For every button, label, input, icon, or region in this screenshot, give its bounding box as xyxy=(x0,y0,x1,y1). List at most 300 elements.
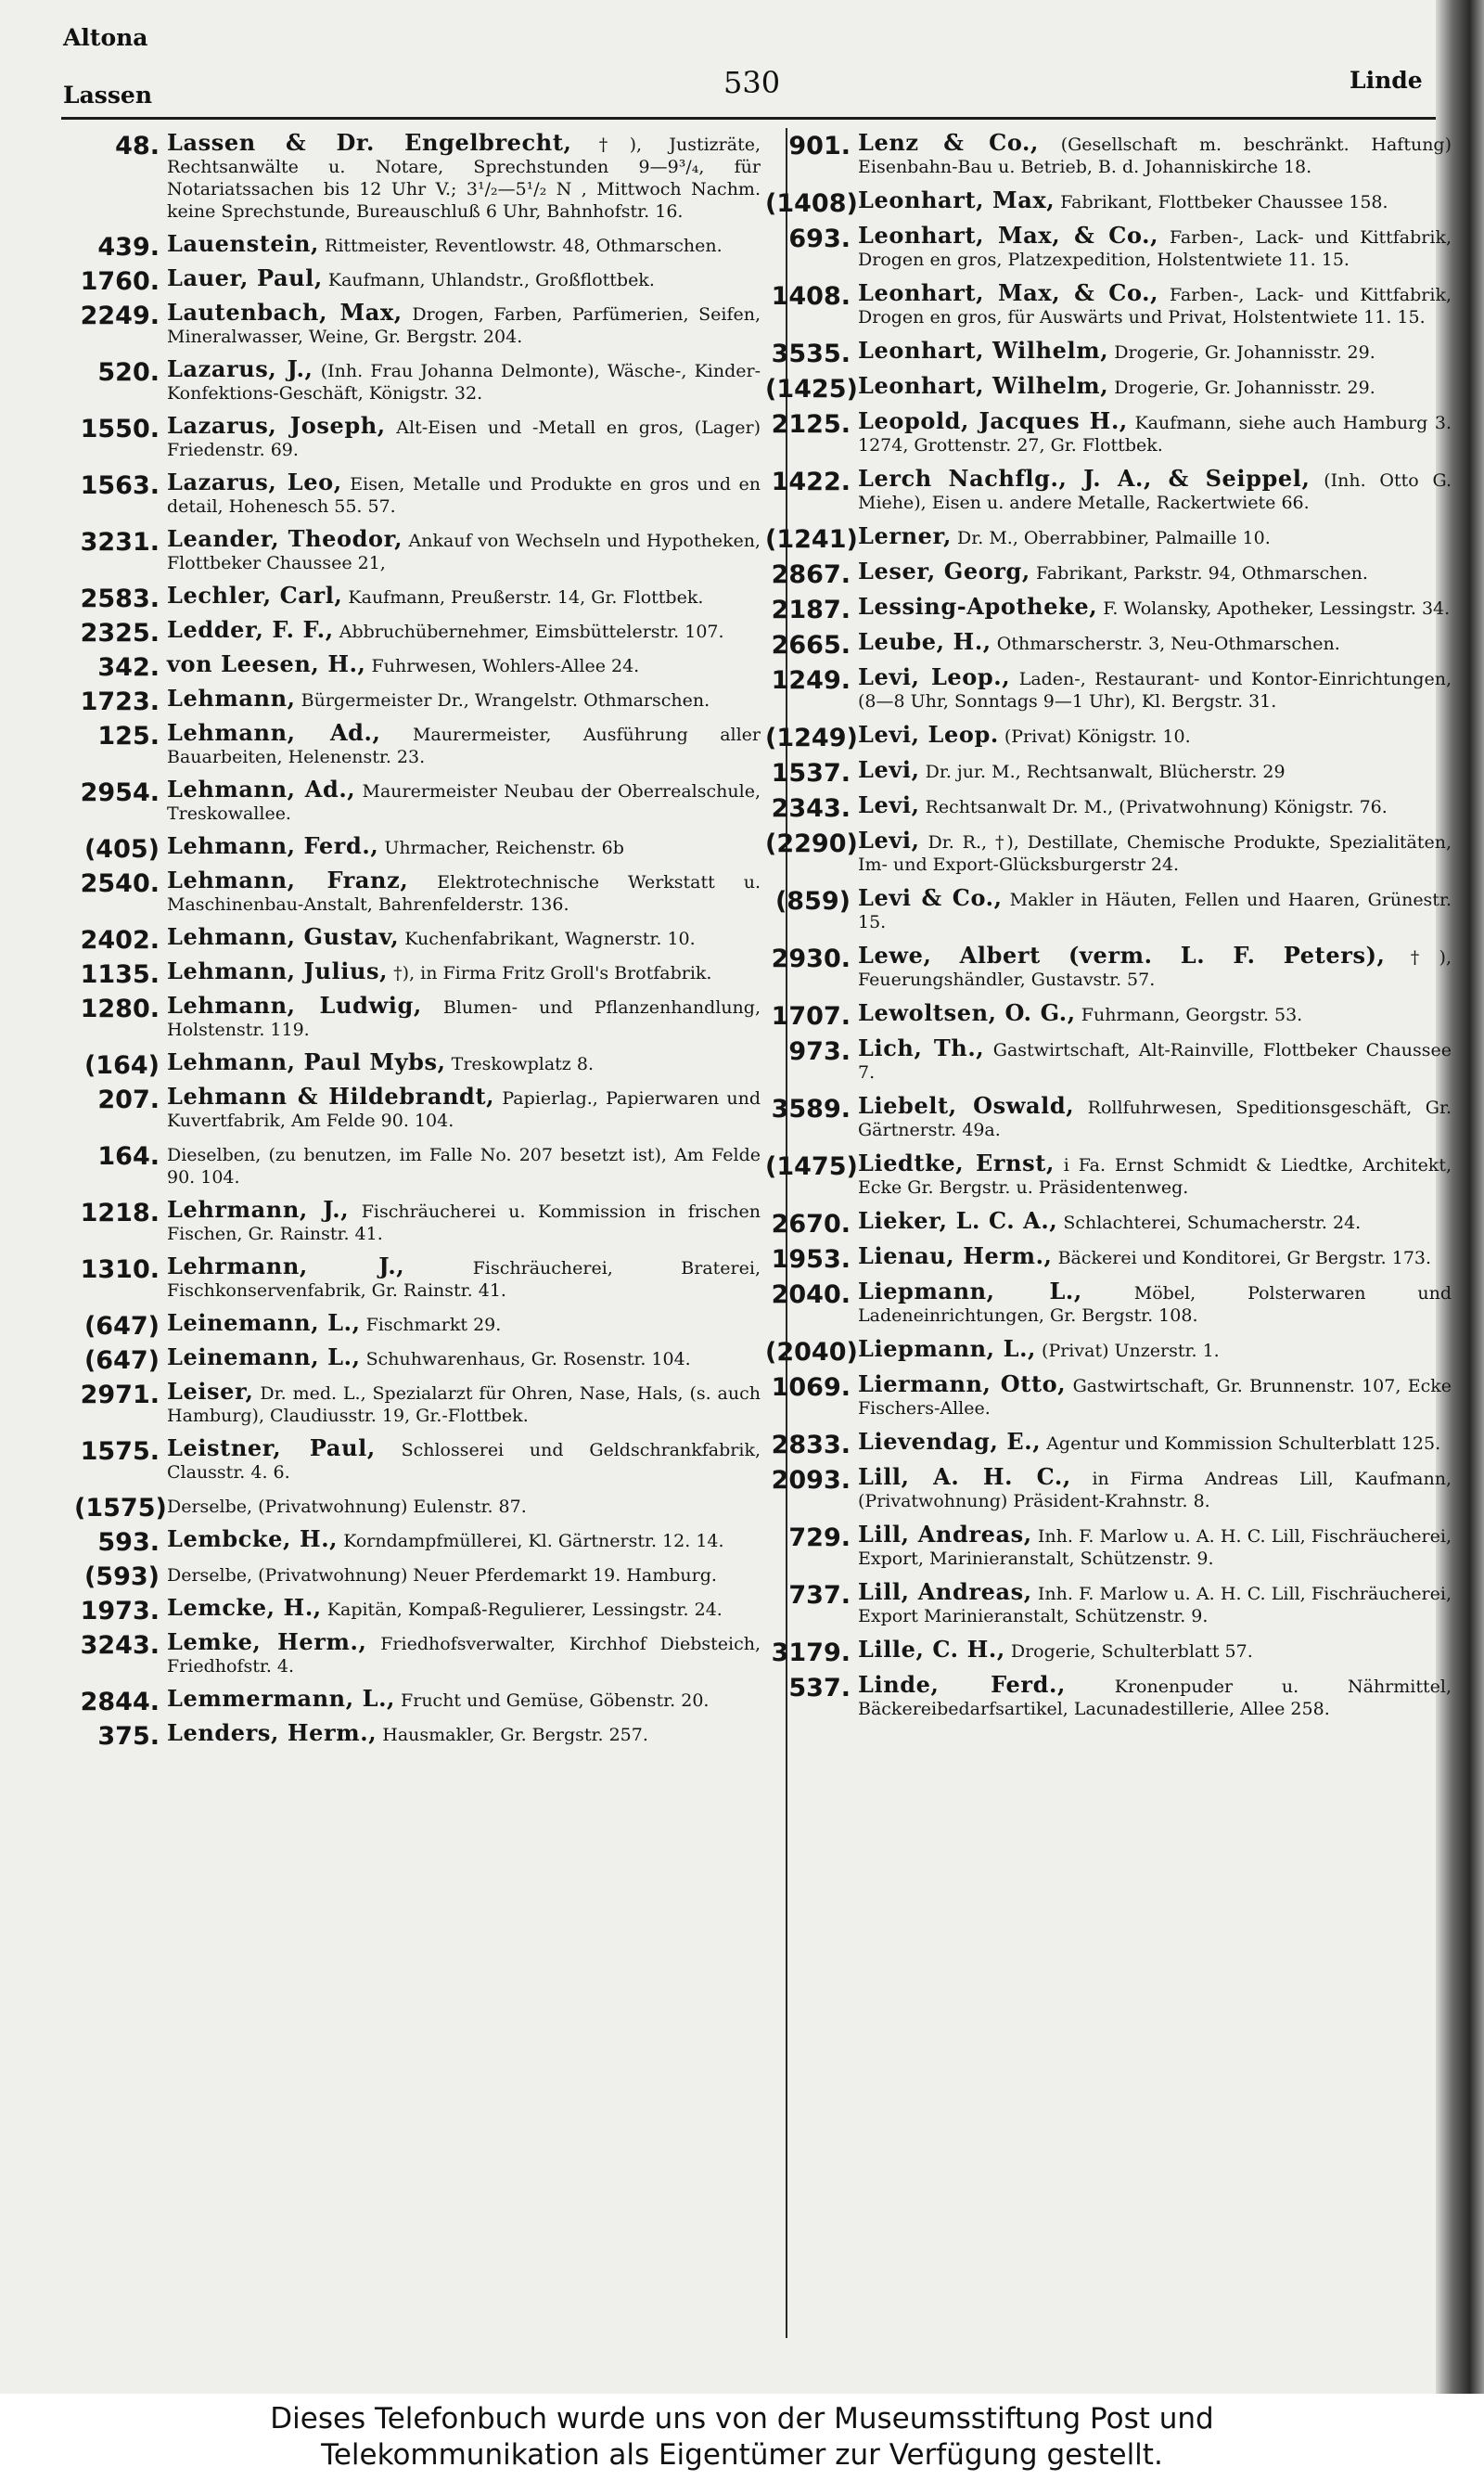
entry-details: Frucht und Gemüse, Göbenstr. 20. xyxy=(401,1690,710,1711)
directory-entry xyxy=(765,1428,1452,1459)
entry-name: Leser, Georg, xyxy=(858,558,1030,585)
entry-details: Kaufmann, Preußerstr. 14, Gr. Flottbek. xyxy=(348,587,704,608)
entry-name: Lehmann, Franz, xyxy=(167,867,409,893)
phone-number: (2040) xyxy=(765,1338,858,1367)
entry-name: Leonhart, Max, & Co., xyxy=(858,279,1159,306)
directory-entry xyxy=(765,1152,1452,1199)
entry-details: Inh. F. Marlow u. A. H. C. Lill, Fischräucherei, Export, Marinieranstalt, Schützenstr. 9. xyxy=(858,1526,1452,1569)
phone-number: 1310. xyxy=(80,1255,160,1284)
entry-details: (Privat) Unzerstr. 1. xyxy=(1042,1341,1220,1361)
phone-number: 1953. xyxy=(771,1245,851,1274)
entry-text xyxy=(167,1343,761,1370)
entry-text xyxy=(167,1494,761,1518)
entry-details: †), Justizräte, Rechtsanwälte u. Notare, Sprechstunden 9—9³/₄, für Notariatssachen bis 12 Uhr V.; 3¹/₂—5¹/₂ N , Mittwoch Nachm. keine Sprechstunde, Bureauschluß 6 Uhr, Bahnhofstr. 16. xyxy=(167,135,761,222)
phone-number: 520. xyxy=(97,358,160,387)
phone-number: 1973. xyxy=(80,1597,160,1625)
entry-details: Drogen, Farben, Parfümerien, Seifen, Mineralwasser, Weine, Gr. Bergstr. 204. xyxy=(167,304,761,347)
entry-details: Möbel, Polsterwaren und Ladeneinrichtungen, Gr. Bergstr. 108. xyxy=(858,1283,1452,1326)
phone-number: 729. xyxy=(788,1523,851,1552)
phone-number: 1707. xyxy=(771,1002,851,1031)
entry-text xyxy=(858,829,1452,876)
entry-details: Farben-, Lack- und Kittfabrik, Drogen en gros, für Auswärts und Privat, Holstentwiete 11. 15. xyxy=(858,285,1452,328)
directory-entry xyxy=(74,778,761,825)
entry-details: Kapitän, Kompaß-Regulierer, Lessingstr. 24. xyxy=(326,1600,723,1620)
directory-entry xyxy=(74,1628,761,1677)
entry-name: Lehmann, Gustav, xyxy=(167,923,400,950)
entry-details: Dr. R., †), Destillate, Chemische Produkte, Spezialitäten, Im- und Export-Glücksburgerstr 24. xyxy=(858,832,1452,875)
entry-text xyxy=(858,791,1452,818)
entry-text xyxy=(858,1335,1452,1362)
directory-entry xyxy=(74,1594,761,1625)
directory-entry xyxy=(765,884,1452,933)
entry-text xyxy=(858,186,1452,213)
entry-text xyxy=(858,1092,1452,1141)
phone-number: 2402. xyxy=(80,926,160,955)
entry-details: †), Feuerungshändler, Gustavstr. 57. xyxy=(858,947,1452,990)
directory-entry xyxy=(74,230,761,262)
entry-name: Liepmann, L., xyxy=(858,1335,1036,1362)
directory-entry xyxy=(74,616,761,648)
phone-number: 1563. xyxy=(80,471,160,500)
entry-text xyxy=(858,1034,1452,1084)
entry-details: Fabrikant, Flottbeker Chaussee 158. xyxy=(1060,192,1388,212)
phone-number: 2325. xyxy=(80,619,160,648)
entry-name: Leinemann, L., xyxy=(167,1309,361,1336)
entry-name: Lehrmann, J., xyxy=(167,1196,350,1223)
directory-entry xyxy=(765,721,1452,752)
entry-details: Dr. M., Oberrabbiner, Palmaille 10. xyxy=(957,528,1271,548)
directory-entry xyxy=(74,719,761,768)
phone-number: 1249. xyxy=(771,666,851,695)
phone-number: (1425) xyxy=(765,375,858,404)
entry-name: Leonhart, Wilhelm, xyxy=(858,372,1109,399)
entry-text xyxy=(167,1142,761,1189)
entry-details: (Gesellschaft m. beschränkt. Haftung) Eisenbahn-Bau u. Betrieb, B. d. Johanniskirche 18. xyxy=(858,135,1452,177)
directory-entry xyxy=(74,355,761,405)
entry-name: Lazarus, J., xyxy=(167,355,313,382)
entry-details: Dr. med. L., Spezialarzt für Ohren, Nase, Hals, (s. auch Hamburg), Claudiusstr. 19, Gr.-Flottbek. xyxy=(167,1383,761,1426)
entry-text xyxy=(167,582,761,609)
entry-details: Inh. F. Marlow u. A. H. C. Lill, Fischräucherei, Export Marinieranstalt, Schützenstr. 9. xyxy=(858,1584,1452,1626)
entry-name: Liebelt, Oswald, xyxy=(858,1092,1075,1119)
entry-details: Maurermeister Neubau der Oberrealschule, Treskowallee. xyxy=(167,781,761,824)
entry-text xyxy=(167,1525,761,1552)
phone-number: (1408) xyxy=(765,189,858,218)
directory-entry xyxy=(765,407,1452,456)
phone-number: 973. xyxy=(788,1037,851,1066)
entry-name: Leonhart, Wilhelm, xyxy=(858,337,1109,364)
phone-number: (1475) xyxy=(765,1152,858,1181)
entry-name: Leopold, Jacques H., xyxy=(858,407,1128,434)
directory-entry xyxy=(74,1142,761,1189)
entry-name: Lehrmann, J., xyxy=(167,1253,405,1279)
entry-name: Levi, Leop., xyxy=(858,663,1011,690)
entry-details: Othmarscherstr. 3, Neu-Othmarschen. xyxy=(996,634,1340,654)
phone-number: 2540. xyxy=(80,869,160,898)
entry-name: Linde, Ferd., xyxy=(858,1671,1066,1698)
entry-name: Lehmann, xyxy=(167,685,296,712)
entry-details: Rittmeister, Reventlowstr. 48, Othmarschen. xyxy=(325,236,723,256)
entry-text xyxy=(858,560,1452,585)
phone-number: 2971. xyxy=(80,1381,160,1409)
entry-details: Uhrmacher, Reichenstr. 6b xyxy=(384,838,624,858)
entry-text xyxy=(167,1309,761,1336)
directory-entry xyxy=(74,1255,761,1302)
phone-number: 2040. xyxy=(771,1280,851,1309)
phone-number: 693. xyxy=(788,225,851,253)
phone-number: 3243. xyxy=(80,1631,160,1660)
phone-number: 1218. xyxy=(80,1199,160,1227)
directory-entry xyxy=(74,1196,761,1245)
entry-details: Treskowplatz 8. xyxy=(451,1054,594,1074)
entry-name: Lehmann, Paul Mybs, xyxy=(167,1048,446,1075)
directory-entry xyxy=(765,1523,1452,1570)
phone-number: 901. xyxy=(788,132,851,161)
entry-text xyxy=(167,869,761,916)
phone-number: 375. xyxy=(97,1722,160,1751)
entry-text xyxy=(858,756,1452,783)
entry-text xyxy=(167,230,761,257)
entry-name: Lievendag, E., xyxy=(858,1428,1042,1455)
directory-entry xyxy=(74,1685,761,1716)
entry-name: Lehmann, Ferd., xyxy=(167,832,379,859)
header-rule xyxy=(61,117,1436,120)
phone-number: 3589. xyxy=(771,1095,851,1124)
entry-name: Levi, xyxy=(858,827,920,854)
entry-details: (Inh. Frau Johanna Delmonte), Wäsche-, Kinder-Konfektions-Geschäft, Königstr. 32. xyxy=(167,361,761,404)
directory-entry xyxy=(74,992,761,1041)
entry-details: Makler in Häuten, Fellen und Haaren, Grünestr. 15. xyxy=(858,890,1452,932)
entry-text xyxy=(858,465,1452,514)
directory-entry xyxy=(765,129,1452,178)
entry-text xyxy=(167,1562,761,1587)
entry-text xyxy=(858,721,1452,748)
footer-notice xyxy=(0,2394,1484,2480)
directory-entry xyxy=(74,1494,761,1523)
directory-entry xyxy=(74,299,761,348)
entry-name: Lemmermann, L., xyxy=(167,1685,395,1712)
entry-name: Leube, H., xyxy=(858,628,991,655)
entry-text xyxy=(858,337,1452,364)
entry-details: (Privat) Königstr. 10. xyxy=(1004,726,1191,747)
directory-entry xyxy=(765,829,1452,876)
directory-entry xyxy=(74,1343,761,1375)
entry-name: Lauer, Paul, xyxy=(167,264,323,291)
entry-name: Liepmann, L., xyxy=(858,1278,1082,1304)
directory-entry xyxy=(765,522,1452,554)
left-column xyxy=(74,129,761,1756)
entry-details: Fischräucherei u. Kommission in frischen Fischen, Gr. Rainstr. 41. xyxy=(167,1201,761,1244)
entry-text xyxy=(858,1370,1452,1420)
entry-text xyxy=(167,832,761,859)
phone-number: 593. xyxy=(97,1528,160,1557)
entry-details: Derselbe, (Privatwohnung) Neuer Pferdemarkt 19. Hamburg. xyxy=(167,1565,717,1586)
entry-text xyxy=(858,407,1452,456)
entry-name: Lembcke, H., xyxy=(167,1525,339,1552)
entry-text xyxy=(858,1242,1452,1269)
directory-entry xyxy=(765,628,1452,660)
entry-text xyxy=(167,471,761,518)
directory-entry xyxy=(74,525,761,574)
entry-text xyxy=(167,957,761,984)
directory-entry xyxy=(74,264,761,296)
directory-entry xyxy=(74,1378,761,1427)
entry-text xyxy=(858,663,1452,713)
entry-name: Lieker, L. C. A., xyxy=(858,1207,1058,1234)
directory-entry xyxy=(74,1309,761,1341)
directory-entry xyxy=(74,471,761,518)
entry-text xyxy=(858,279,1452,328)
entry-details: Rollfuhrwesen, Speditionsgeschäft, Gr. Gärtnerstr. 49a. xyxy=(858,1098,1452,1140)
entry-details: Agentur und Kommission Schulterblatt 125. xyxy=(1046,1433,1441,1454)
entry-details: Hausmakler, Gr. Bergstr. 257. xyxy=(382,1725,648,1745)
entry-details: Dr. jur. M., Rechtsanwalt, Blücherstr. 29 xyxy=(925,762,1286,782)
directory-entry xyxy=(765,944,1452,991)
entry-name: Lemcke, H., xyxy=(167,1594,322,1621)
entry-text xyxy=(167,650,761,677)
directory-entry xyxy=(74,129,761,223)
phone-number: 2867. xyxy=(771,560,851,589)
entry-details: Schlosserei und Geldschrankfabrik, Clausstr. 4. 6. xyxy=(167,1440,761,1483)
entry-name: Lienau, Herm., xyxy=(858,1242,1053,1269)
phone-number: 3231. xyxy=(80,528,160,557)
directory-entry xyxy=(74,1525,761,1557)
directory-entry xyxy=(765,279,1452,328)
directory-entry xyxy=(765,791,1452,823)
entry-name: Lehmann, Ad., xyxy=(167,719,381,746)
entry-details: Gastwirtschaft, Gr. Brunnenstr. 107, Ecke Fischers-Allee. xyxy=(858,1376,1452,1419)
phone-number: 2665. xyxy=(771,631,851,660)
directory-entry xyxy=(765,756,1452,788)
entry-name: Lehmann, Ludwig, xyxy=(167,992,422,1019)
entry-text xyxy=(858,222,1452,271)
entry-name: Lewoltsen, O. G., xyxy=(858,999,1076,1026)
header-city: Altona xyxy=(63,24,148,51)
entry-text xyxy=(167,525,761,574)
phone-number: 2930. xyxy=(771,944,851,973)
phone-number: (164) xyxy=(83,1051,160,1080)
directory-entry xyxy=(74,412,761,461)
right-column xyxy=(765,129,1452,1731)
entry-details: in Firma Andreas Lill, Kaufmann, (Privatwohnung) Präsident-Krahnstr. 8. xyxy=(858,1469,1452,1511)
phone-number: 2583. xyxy=(80,585,160,613)
entry-name: Lauenstein, xyxy=(167,230,319,257)
entry-details: Alt-Eisen und -Metall en gros, (Lager) Friedenstr. 69. xyxy=(167,418,761,460)
entry-text xyxy=(167,719,761,768)
entry-details: Kuchenfabrikant, Wagnerstr. 10. xyxy=(404,929,696,949)
entry-text xyxy=(858,944,1452,991)
entry-details: Bürgermeister Dr., Wrangelstr. Othmarschen. xyxy=(301,690,710,711)
entry-name: Lechler, Carl, xyxy=(167,582,343,609)
phone-number: (2290) xyxy=(765,829,858,858)
entry-details: Kaufmann, Uhlandstr., Großflottbek. xyxy=(327,270,655,290)
entry-text xyxy=(858,593,1452,620)
directory-entry xyxy=(765,1335,1452,1367)
entry-text xyxy=(167,1378,761,1427)
entry-name: Lessing-Apotheke, xyxy=(858,593,1098,620)
phone-number: (593) xyxy=(83,1562,160,1591)
entry-details: Drogerie, Schulterblatt 57. xyxy=(1010,1641,1253,1662)
directory-entry xyxy=(765,1370,1452,1420)
entry-details: Maurermeister, Ausführung aller Bauarbeiten, Helenenstr. 23. xyxy=(167,725,761,767)
directory-entry xyxy=(765,186,1452,218)
entry-details: Rechtsanwalt Dr. M., (Privatwohnung) Königstr. 76. xyxy=(925,797,1388,817)
entry-text xyxy=(167,129,761,223)
phone-number: 1069. xyxy=(771,1373,851,1402)
directory-entry xyxy=(74,650,761,682)
entry-details: i Fa. Ernst Schmidt & Liedtke, Architekt, Ecke Gr. Bergstr. u. Präsidentenweg. xyxy=(858,1155,1452,1198)
entry-name: Lehmann & Hildebrandt, xyxy=(167,1083,495,1110)
entry-name: Lill, Andreas, xyxy=(858,1521,1032,1548)
phone-number: 1408. xyxy=(771,282,851,311)
directory-entry xyxy=(74,1562,761,1591)
entry-details: Schlachterei, Schumacherstr. 24. xyxy=(1063,1213,1362,1233)
directory-entry xyxy=(765,1034,1452,1084)
entry-text xyxy=(167,264,761,291)
entry-text xyxy=(167,1628,761,1677)
entry-name: Leonhart, Max, xyxy=(858,186,1055,213)
entry-text xyxy=(858,129,1452,178)
entry-name: Lill, Andreas, xyxy=(858,1578,1032,1605)
phone-number: 2954. xyxy=(80,778,160,807)
header-range-to: Linde xyxy=(1350,67,1423,94)
entry-details: Schuhwarenhaus, Gr. Rosenstr. 104. xyxy=(365,1349,691,1369)
entry-text xyxy=(858,1638,1452,1663)
directory-entry xyxy=(765,222,1452,271)
phone-number: 737. xyxy=(788,1581,851,1610)
phone-number: 1422. xyxy=(771,468,851,496)
phone-number: 3535. xyxy=(771,340,851,368)
directory-entry xyxy=(765,1578,1452,1627)
entry-name: Lerch Nachflg., J. A., & Seippel, xyxy=(858,465,1311,492)
entry-name: Lehmann, Ad., xyxy=(167,776,356,803)
entry-text xyxy=(167,687,761,712)
directory-entry xyxy=(74,923,761,955)
entry-text xyxy=(167,355,761,405)
entry-text xyxy=(167,1685,761,1712)
entry-text xyxy=(167,1255,761,1302)
phone-number: 2670. xyxy=(771,1210,851,1239)
entry-details: Kaufmann, siehe auch Hamburg 3. 1274, Grottenstr. 27, Gr. Flottbek. xyxy=(858,413,1452,456)
entry-details: F. Wolansky, Apotheker, Lessingstr. 34. xyxy=(1103,598,1451,619)
entry-text xyxy=(858,1152,1452,1199)
entry-name: Lich, Th., xyxy=(858,1034,985,1061)
entry-name: Lassen & Dr. Engelbrecht, xyxy=(167,129,572,156)
directory-entry xyxy=(74,1048,761,1080)
entry-name: Leonhart, Max, & Co., xyxy=(858,222,1159,249)
entry-details: Friedhofsverwalter, Kirchhof Diebsteich, Friedhofstr. 4. xyxy=(167,1634,761,1677)
header-range-from: Lassen xyxy=(63,82,153,109)
directory-entry xyxy=(74,1719,761,1751)
entry-details: Fischräucherei, Braterei, Fischkonservenfabrik, Gr. Rainstr. 41. xyxy=(167,1258,761,1301)
directory-entry xyxy=(765,558,1452,589)
entry-name: Levi, xyxy=(858,756,920,783)
phone-number: (405) xyxy=(83,835,160,864)
phone-number: 439. xyxy=(97,233,160,262)
entry-details: †), in Firma Fritz Groll's Brotfabrik. xyxy=(393,963,712,983)
entry-text xyxy=(167,412,761,461)
entry-name: Levi, xyxy=(858,791,920,818)
directory-entry xyxy=(765,372,1452,404)
entry-text xyxy=(858,628,1452,655)
entry-text xyxy=(858,1523,1452,1570)
entry-details: Elektrotechnische Werkstatt u. Maschinenbau-Anstalt, Bahrenfelderstr. 136. xyxy=(167,872,761,915)
entry-text xyxy=(167,299,761,348)
directory-entry xyxy=(765,465,1452,514)
entry-details: Eisen, Metalle und Produkte en gros und en detail, Hohenesch 55. 57. xyxy=(167,474,761,517)
phone-number: 2125. xyxy=(771,410,851,439)
directory-entry xyxy=(765,1092,1452,1141)
entry-name: Leiser, xyxy=(167,1378,254,1405)
entry-text xyxy=(858,884,1452,933)
entry-details: Blumen- und Pflanzenhandlung, Holstenstr. 119. xyxy=(167,997,761,1040)
phone-number: 1537. xyxy=(771,759,851,788)
directory-entry xyxy=(765,1671,1452,1720)
phone-number: 207. xyxy=(97,1086,160,1114)
entry-name: von Leesen, H., xyxy=(167,650,366,677)
header-page-number: 530 xyxy=(723,65,781,100)
entry-text xyxy=(167,616,761,643)
entry-name: Lille, C. H., xyxy=(858,1636,1005,1663)
phone-number: 164. xyxy=(97,1142,160,1171)
phone-number: 48. xyxy=(115,132,160,161)
entry-text xyxy=(858,999,1452,1026)
phone-number: 2833. xyxy=(771,1431,851,1459)
footer-line-2: Telekommunikation als Eigentümer zur Verfügung gestellt. xyxy=(321,2438,1163,2472)
entry-details: Drogerie, Gr. Johannisstr. 29. xyxy=(1114,342,1375,363)
entry-name: Liedtke, Ernst, xyxy=(858,1150,1055,1176)
phone-number: 1723. xyxy=(80,687,160,716)
entry-details: Fuhrmann, Georgstr. 53. xyxy=(1081,1005,1303,1025)
entry-text xyxy=(167,1719,761,1746)
phone-number: (1249) xyxy=(765,724,858,752)
phone-number: (647) xyxy=(83,1312,160,1341)
entry-name: Lazarus, Joseph, xyxy=(167,412,386,439)
entry-text xyxy=(167,1594,761,1621)
entry-text xyxy=(858,1578,1452,1627)
directory-entry xyxy=(74,582,761,613)
entry-details: Dieselben, (zu benutzen, im Falle No. 207 besetzt ist), Am Felde 90. 104. xyxy=(167,1145,761,1188)
entry-details: Farben-, Lack- und Kittfabrik, Drogen en gros, Platzexpedition, Holstentwiete 11. 15. xyxy=(858,227,1452,270)
directory-entry xyxy=(74,685,761,716)
entry-name: Lemke, Herm., xyxy=(167,1628,367,1655)
phone-number: 1550. xyxy=(80,415,160,443)
directory-entry xyxy=(765,337,1452,368)
entry-name: Lenz & Co., xyxy=(858,129,1039,156)
directory-entry xyxy=(74,957,761,989)
directory-entry xyxy=(765,663,1452,713)
phone-number: 125. xyxy=(97,722,160,751)
entry-name: Lenders, Herm., xyxy=(167,1719,377,1746)
phone-number: 1575. xyxy=(80,1437,160,1466)
entry-name: Levi, Leop. xyxy=(858,721,999,748)
entry-text xyxy=(167,778,761,825)
phone-number: 3179. xyxy=(771,1638,851,1667)
entry-details: Korndampfmüllerei, Kl. Gärtnerstr. 12. 14. xyxy=(343,1531,724,1551)
entry-text xyxy=(858,1280,1452,1327)
entry-text xyxy=(167,923,761,950)
directory-entry xyxy=(74,1434,761,1484)
entry-details: Drogerie, Gr. Johannisstr. 29. xyxy=(1114,378,1375,398)
phone-number: 2249. xyxy=(80,302,160,330)
entry-name: Lerner, xyxy=(858,522,952,549)
entry-details: (Inh. Otto G. Miehe), Eisen u. andere Metalle, Rackertwiete 66. xyxy=(858,470,1452,513)
entry-text xyxy=(167,1083,761,1132)
directory-entry xyxy=(765,1636,1452,1667)
entry-details: Fuhrwesen, Wohlers-Allee 24. xyxy=(371,656,640,676)
entry-name: Liermann, Otto, xyxy=(858,1370,1067,1397)
entry-details: Gastwirtschaft, Alt-Rainville, Flottbeker Chaussee 7. xyxy=(858,1040,1452,1083)
